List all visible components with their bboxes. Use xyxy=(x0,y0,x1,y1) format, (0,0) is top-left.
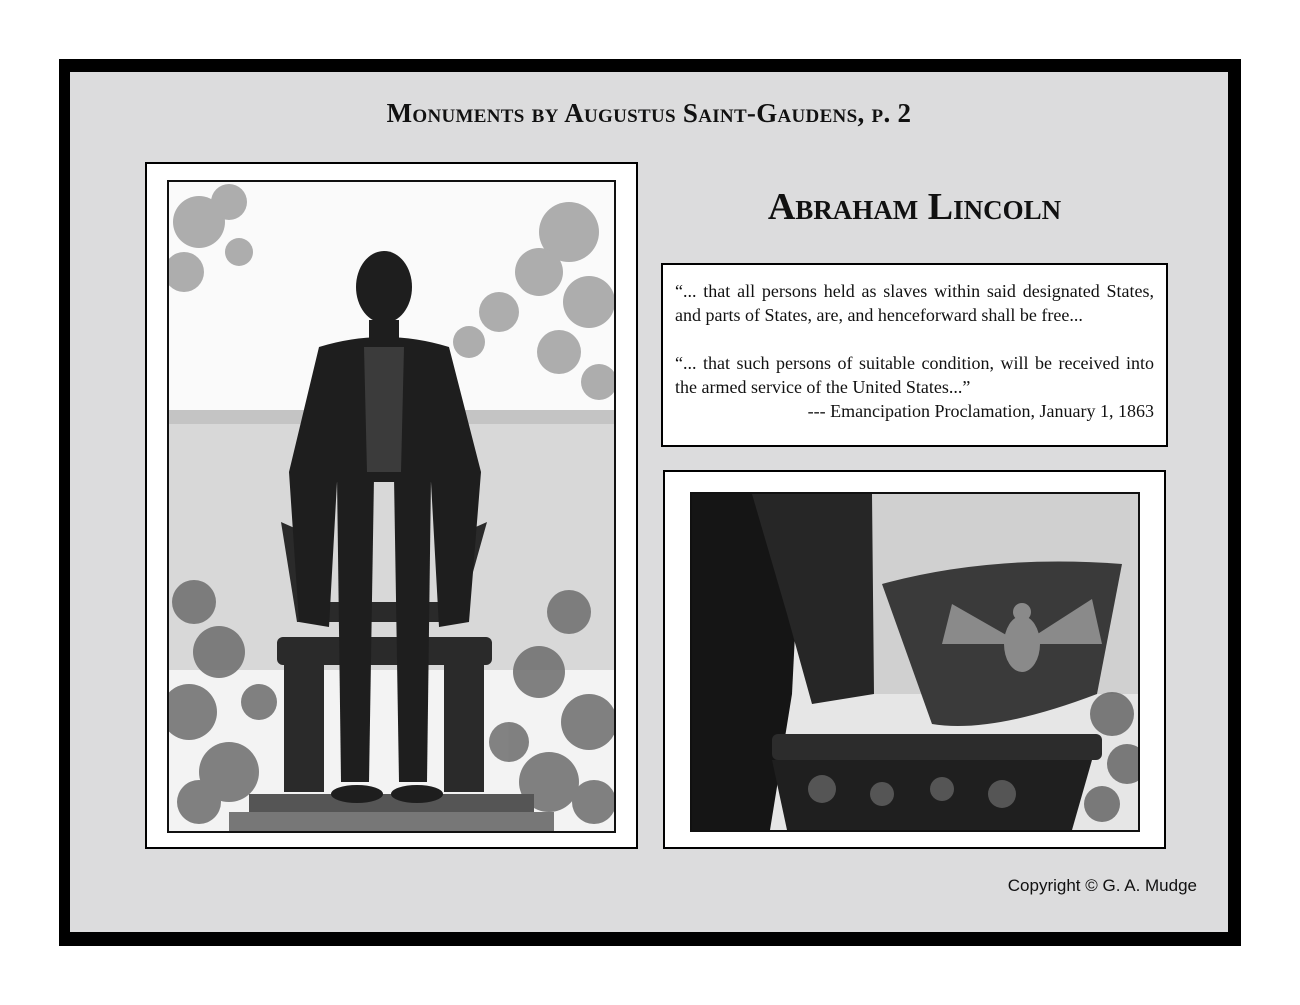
statue-illustration xyxy=(169,182,614,831)
chair-detail-photo xyxy=(690,492,1140,832)
lincoln-statue-photo xyxy=(167,180,616,833)
detail-photo-card xyxy=(663,470,1166,849)
quote-paragraph-2: “... that such persons of suitable condition, will be received into the armed service of the United States...” xyxy=(675,353,1154,397)
quote-box xyxy=(661,263,1168,447)
chair-detail-illustration xyxy=(692,494,1138,830)
quote-paragraph-1: “... that all persons held as slaves within said designated States, and parts of States, are, and henceforward shall be free... xyxy=(675,281,1154,325)
page-title: Monuments by Augustus Saint-Gaudens, p. 2 xyxy=(386,98,912,128)
main-photo-card xyxy=(145,162,638,849)
quote-attribution: --- Emancipation Proclamation, January 1, 1863 xyxy=(807,401,1154,421)
copyright-notice: Copyright © G. A. Mudge xyxy=(1007,876,1197,895)
subject-title: Abraham Lincoln xyxy=(767,186,1062,228)
